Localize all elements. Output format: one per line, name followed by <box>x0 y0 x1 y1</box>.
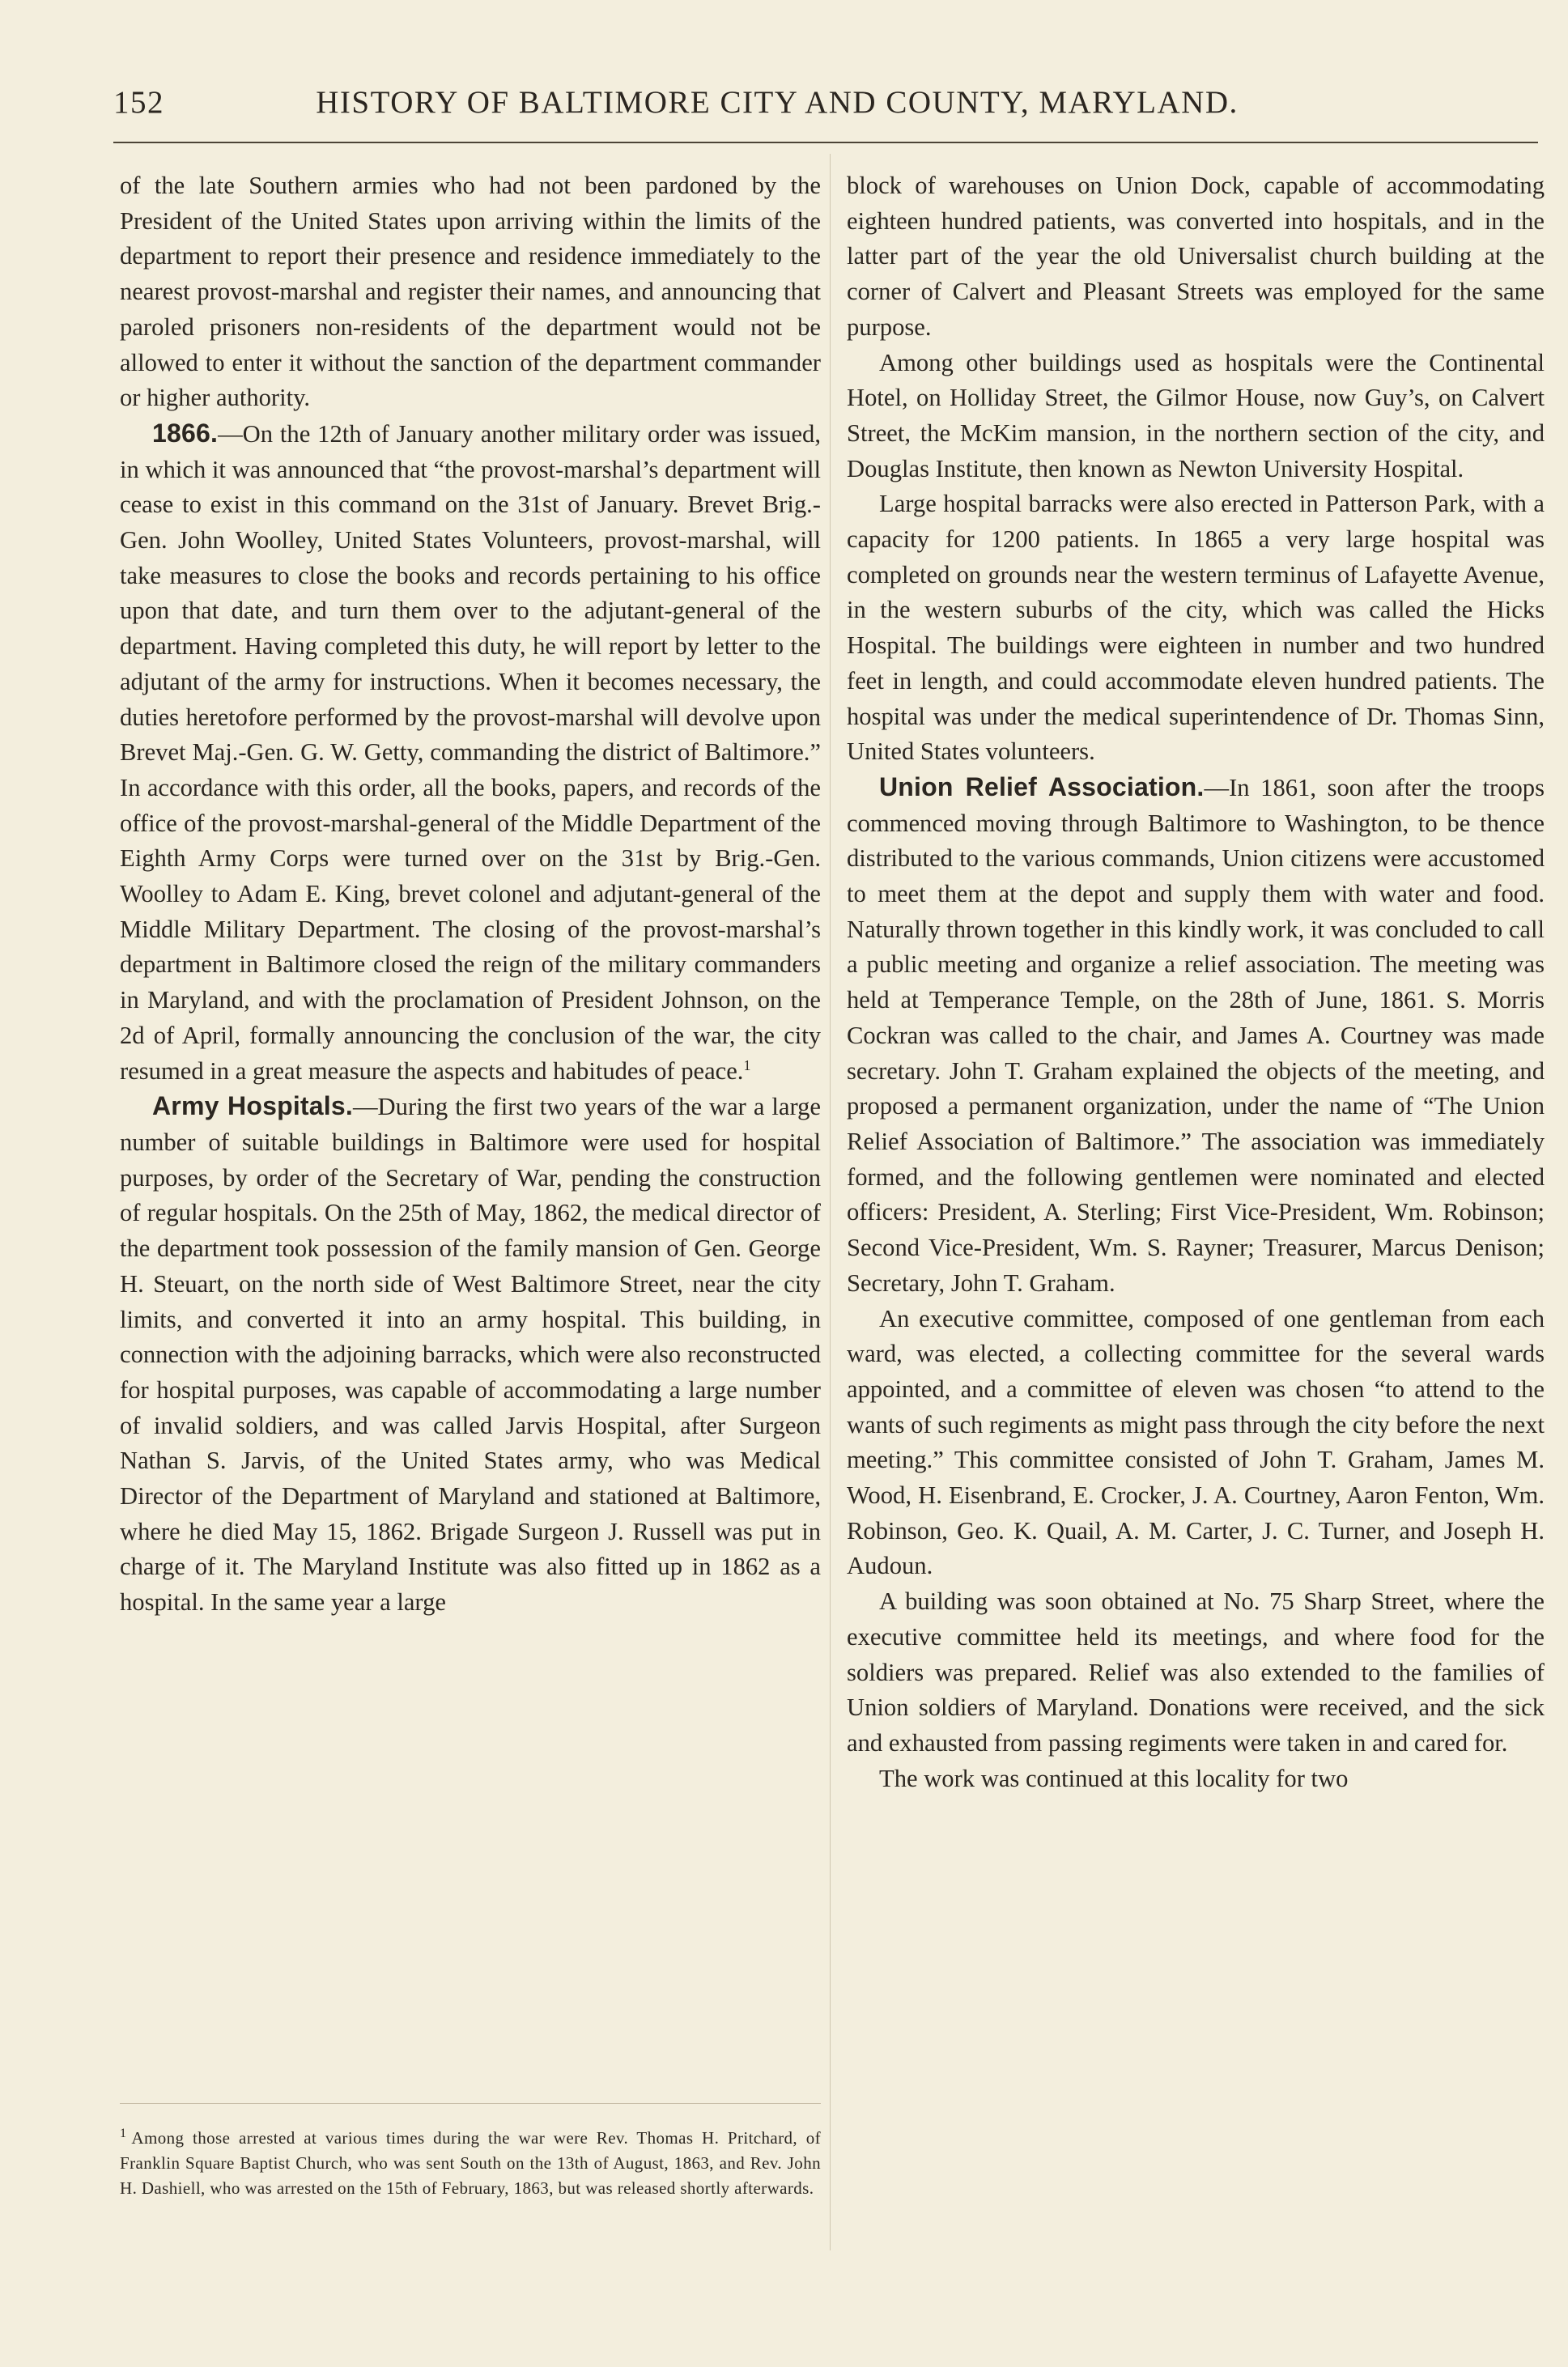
section-lead-union-relief: Union Relief Association. <box>879 771 1205 801</box>
section-lead-1866: 1866. <box>152 418 219 448</box>
footnote-text: Among those arrested at various times during the war were Rev. Thomas H. Pritchard, of Franklin Square Baptist Church, who was sent South on the 13th of August, 1863, and Rev. John H. Dashiell, who was arrested on the 15th of February, 1863, but was released shortly afterwards. <box>120 2128 821 2198</box>
right-paragraph-4-text: —In 1861, soon after the troops commenced moving through Baltimore to Washington, to be thence distributed to the various commands, Union citizens were accustomed to meet them at the depot and supply them with water and food. Naturally thrown together in this kindly work, it was concluded to call a public meeting and organize a relief association. The meeting was held at Temperance Temple, on the 28th of June, 1861. S. Morris Cockran was called to the chair, and James A. Courtney was made secretary. John T. Graham explained the objects of the meeting, and proposed a permanent organization, under the name of “The Union Relief Association of Baltimore.” The association was immediately formed, and the following gentlemen were nominated and elected officers: President, A. Sterling; First Vice-President, Wm. Robinson; Second Vice-President, Wm. S. Rayner; Treasurer, Marcus Denison; Secretary, John T. Graham. <box>847 773 1545 1297</box>
left-column <box>120 168 821 1621</box>
running-title: HISTORY OF BALTIMORE CITY AND COUNTY, MARYLAND. <box>316 85 1239 120</box>
footnote-reference[interactable]: 1 <box>743 1056 751 1073</box>
page-header <box>113 84 1344 121</box>
left-paragraph-1: of the late Southern armies who had not been pardoned by the President of the United States upon arriving within the limits of the department to report their presence and residence immediately to the nearest provost-marshal and register their names, and announcing that paroled prisoners non-residents of the department would not be allowed to enter it without the sanction of the department commander or higher authority. <box>120 172 821 412</box>
left-paragraph-2-text: —On the 12th of January another military order was issued, in which it was announced that “the provost-marshal’s department will cease to exist in this command on the 31st of January. Brevet Brig.-Gen. John Woolley, United States Volunteers, provost-marshal, will take measures to close the books and records pertaining to his office upon that date, and turn them over to the adjutant-general of the department. Having completed this duty, he will report by letter to the adjutant of the army for instructions. When it becomes necessary, the duties heretofore performed by the provost-marshal will devolve upon Brevet Maj.-Gen. G. W. Getty, commanding the district of Baltimore.” In accordance with this order, all the books, papers, and records of the office of the provost-marshal-general of the Middle Department of the Eighth Army Corps were turned over on the 31st by Brig.-Gen. Woolley to Adam E. King, brevet colonel and adjutant-general of the Middle Military Department. The closing of the provost-marshal’s department in Baltimore closed the reign of the military commanders in Maryland, and with the proclamation of President Johnson, on the 2d of April, formally announcing the conclusion of the war, the city resumed in a great measure the aspects and habitudes of peace. <box>120 419 821 1085</box>
right-paragraph-2: Among other buildings used as hospitals were the Continental Hotel, on Holliday Street, the Gilmor House, now Guy’s, on Calvert Street, the McKim mansion, in the northern section of the city, and Douglas Institute, then known as Newton University Hospital. <box>847 348 1545 482</box>
right-paragraph-7: The work was continued at this locality for two <box>879 1764 1349 1792</box>
right-paragraph-union-relief <box>847 770 1545 1302</box>
page-number: 152 <box>113 85 164 120</box>
right-column <box>847 168 1545 1796</box>
footnote-mark: 1 <box>120 2127 127 2140</box>
section-lead-army-hospitals: Army Hospitals. <box>152 1091 353 1121</box>
footnote <box>120 2121 821 2201</box>
right-paragraph-1: block of warehouses on Union Dock, capable of accommodating eighteen hundred patients, was converted into hospitals, and in the latter part of the year the old Universalist church building at the corner of Calvert and Pleasant Streets was employed for the same purpose. <box>847 172 1545 341</box>
right-paragraph-3: Large hospital barracks were also erected in Patterson Park, with a capacity for 1200 patients. In 1865 a very large hospital was completed on grounds near the western terminus of Lafayette Avenue, in the western suburbs of the city, which was called the Hicks Hospital. The buildings were eighteen in number and two hundred feet in length, and could accommodate eleven hundred patients. The hospital was under the medical superintendence of Dr. Thomas Sinn, United States volunteers. <box>847 490 1545 766</box>
right-paragraph-6: A building was soon obtained at No. 75 Sharp Street, where the executive committee held its meetings, and where food for the soldiers was prepared. Relief was also extended to the families of Union soldiers of Maryland. Donations were received, and the sick and exhausted from passing regiments were taken in and cared for. <box>847 1587 1545 1757</box>
left-paragraph-3-text: —During the first two years of the war a large number of suitable buildings in Baltimore were used for hospital purposes, by order of the Secretary of War, pending the construction of regular hospitals. On the 25th of May, 1862, the medical director of the department took possession of the family mansion of Gen. George H. Steuart, on the north side of West Baltimore Street, near the city limits, and converted it into an army hospital. This building, in connection with the adjoining barracks, which were also reconstructed for hospital purposes, was capable of accommodating a large number of invalid soldiers, and was called Jarvis Hospital, after Surgeon Nathan S. Jarvis, of the United States army, who was Medical Director of the Department of Maryland and stationed at Baltimore, where he died May 15, 1862. Brigade Surgeon J. Russell was put in charge of it. The Maryland Institute was also fitted up in 1862 as a hospital. In the same year a large <box>120 1093 821 1617</box>
left-paragraph-army-hospitals <box>120 1089 821 1621</box>
column-divider <box>830 154 831 2250</box>
header-rule <box>113 142 1538 143</box>
footnote-rule <box>120 2103 821 2104</box>
right-paragraph-5: An executive committee, composed of one gentleman from each ward, was elected, a collecting committee for the several wards appointed, and a committee of eleven was chosen “to attend to the wants of such regiments as might pass through the city before the next meeting.” This committee consisted of John T. Graham, James M. Wood, H. Eisenbrand, E. Crocker, J. A. Courtney, Aaron Fenton, Wm. Robinson, Geo. K. Quail, A. M. Carter, J. C. Turner, and Joseph H. Audoun. <box>847 1304 1545 1580</box>
left-paragraph-1866 <box>120 416 821 1089</box>
